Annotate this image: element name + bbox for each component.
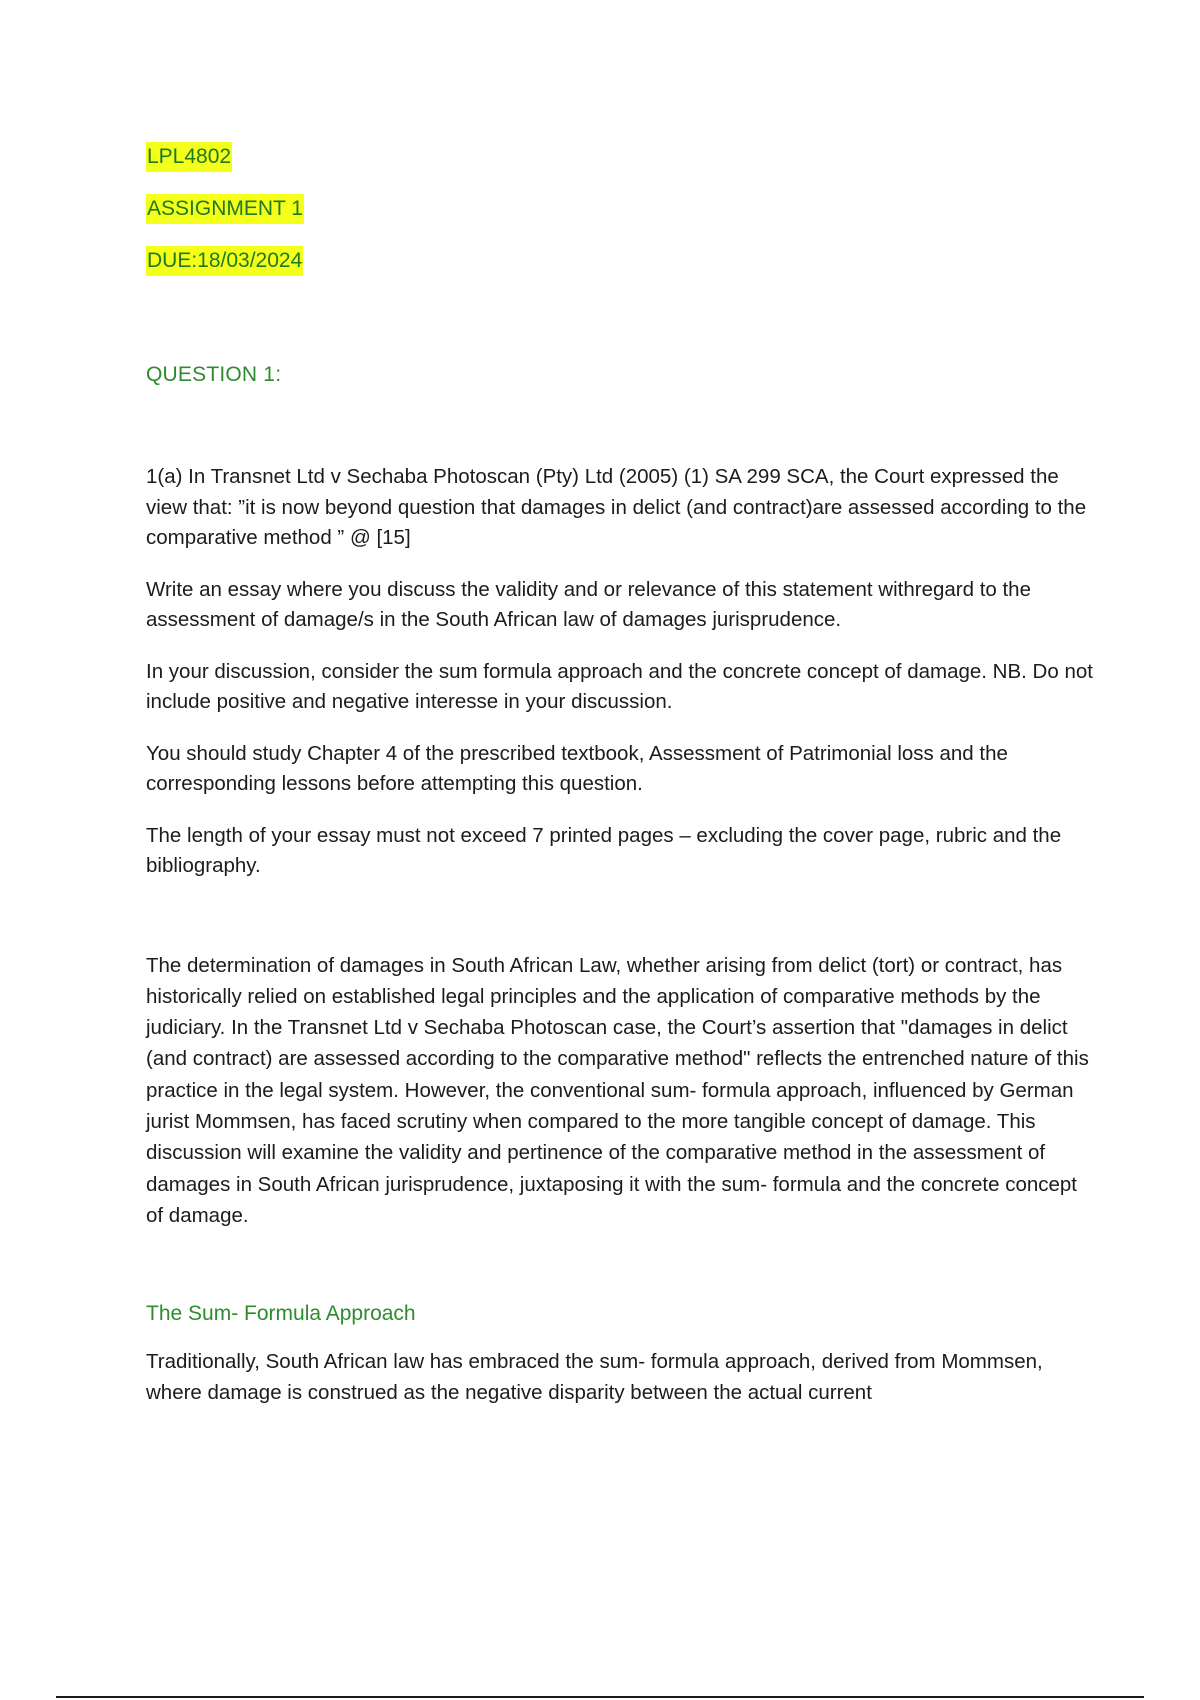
document-content bbox=[146, 142, 1096, 1429]
assignment-label: ASSIGNMENT 1 bbox=[146, 194, 304, 224]
question-paragraph-3: In your discussion, consider the sum formula approach and the concrete concept of damage. NB. Do not include positive and negative interesse in your discussion. bbox=[146, 659, 1093, 713]
question-paragraph-4: You should study Chapter 4 of the prescribed textbook, Assessment of Patrimonial loss and the corresponding lessons before attempting this question. bbox=[146, 741, 1008, 795]
due-date: DUE:18/03/2024 bbox=[146, 246, 303, 276]
course-code: LPL4802 bbox=[146, 142, 232, 172]
header-block bbox=[146, 142, 1096, 298]
question-paragraph-1: 1(a) In Transnet Ltd v Sechaba Photoscan (Pty) Ltd (2005) (1) SA 299 SCA, the Court expressed the view that: ”it is now beyond question that damages in delict (and contract)are assessed according to the comparative method ” @ [15] bbox=[146, 465, 1087, 549]
question-paragraph-5: The length of your essay must not exceed 7 printed pages – excluding the cover page, rubric and the bibliography. bbox=[146, 823, 1062, 877]
page-bottom-rule bbox=[56, 1696, 1144, 1698]
answer-intro-paragraph: The determination of damages in South African Law, whether arising from delict (tort) or contract, has historically relied on established legal principles and the application of comparative methods by the judiciary. In the Transnet Ltd v Sechaba Photoscan case, the Court’s assertion that "damages in delict (and contract) are assessed according to the comparative method" reflects the entrenched nature of this practice in the legal system. However, the conventional sum- formula approach, influenced by German jurist Mommsen, has faced scrutiny when compared to the more tangible concept of damage. This discussion will examine the validity and pertinence of the comparative method in the assessment of damages in South African jurisprudence, juxtaposing it with the sum- formula and the concrete concept of damage. bbox=[146, 953, 1089, 1227]
section-paragraph: Traditionally, South African law has embraced the sum- formula approach, derived from Mommsen, where damage is construed as the negative disparity between the actual current bbox=[146, 1350, 1043, 1404]
question-paragraph-2: Write an essay where you discuss the validity and or relevance of this statement withregard to the assessment of damage/s in the South African law of damages jurisprudence. bbox=[146, 577, 1031, 631]
question-title: QUESTION 1: bbox=[146, 363, 282, 386]
section-heading: The Sum- Formula Approach bbox=[146, 1302, 416, 1326]
